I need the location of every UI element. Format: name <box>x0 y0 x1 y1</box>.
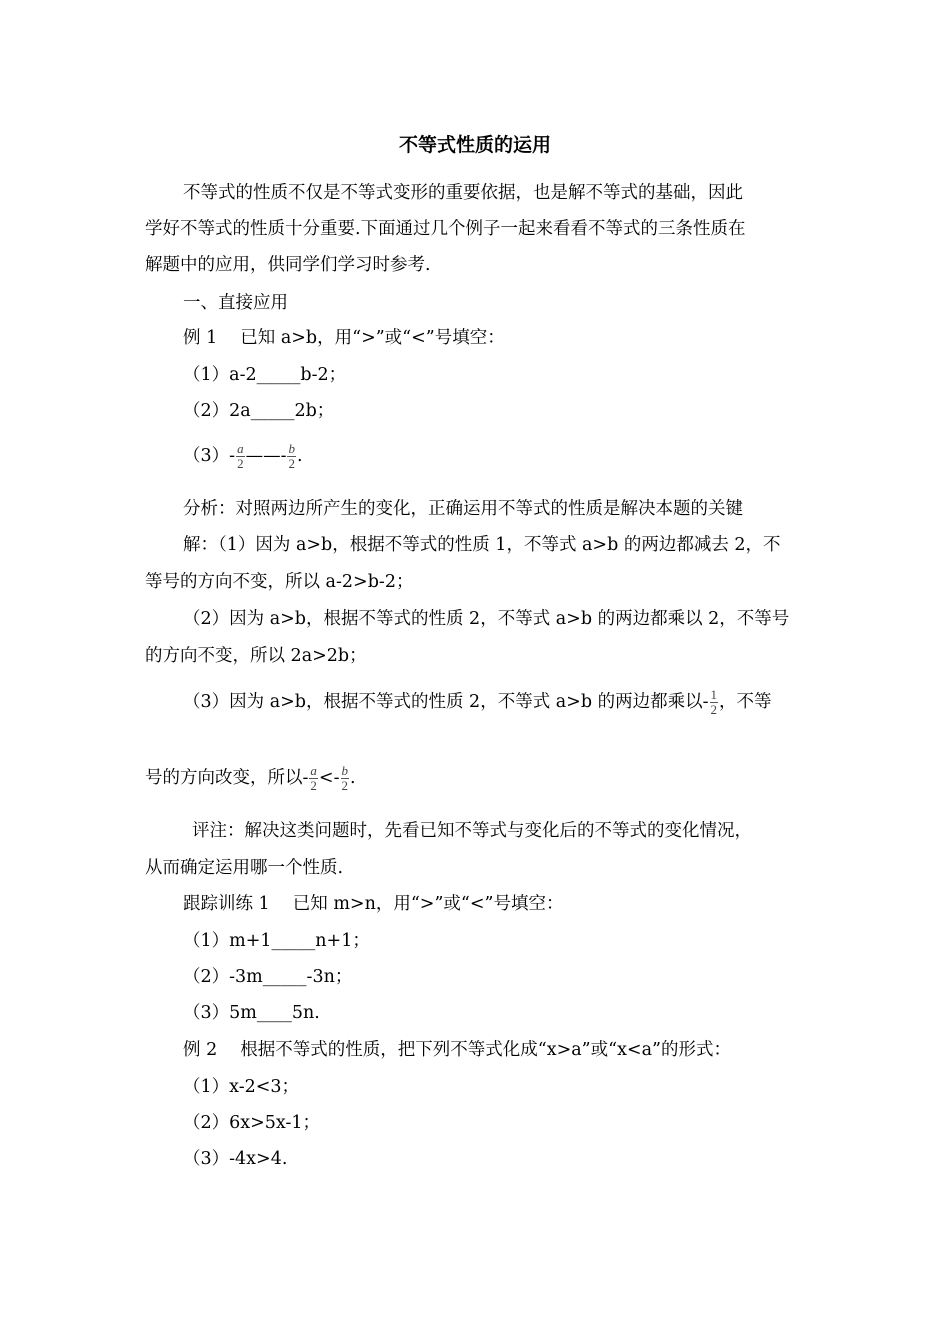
fraction-denominator: 2 <box>341 778 348 793</box>
solution-1-line-1: 解：（1）因为 a>b，根据不等式的性质 1，不等式 a>b 的两边都减去 2，不 <box>183 535 781 555</box>
comment-line-2: 从而确定运用哪一个性质. <box>145 858 344 878</box>
practice1-item-1: （1）m+1_____n+1； <box>183 931 370 951</box>
example2-item-3: （3）-4x>4. <box>183 1149 288 1169</box>
example2-item-1: （1）x-2<3； <box>183 1077 300 1097</box>
s3-suffix: ，不等 <box>719 692 772 712</box>
solution-3-line-1 <box>183 684 772 720</box>
intro-line-2: 学好不等式的性质十分重要.下面通过几个例子一起来看看不等式的三条性质在 <box>145 219 746 239</box>
fraction-b-over-2 <box>341 764 350 793</box>
item3-mid: ——- <box>245 446 287 466</box>
example2-prompt: 例 2 根据不等式的性质，把下列不等式化成“x>a”或“x<a”的形式： <box>183 1040 731 1060</box>
fraction-a-over-2 <box>309 764 318 793</box>
solution-2-line-2: 的方向不变，所以 2a>2b； <box>145 646 367 666</box>
fraction-denominator: 2 <box>310 778 317 793</box>
s3-line2-prefix: 号的方向改变，所以- <box>145 768 309 788</box>
fraction-numerator: b <box>341 763 348 778</box>
solution-2-line-1: （2）因为 a>b，根据不等式的性质 2，不等式 a>b 的两边都乘以 2，不等号 <box>183 609 790 629</box>
s3-line2-mid: <- <box>318 768 340 788</box>
example1-item-1: （1）a-2_____b-2； <box>183 365 347 385</box>
section-heading: 一、直接应用 <box>183 293 288 313</box>
fraction-b-over-2 <box>287 442 296 471</box>
s3-prefix: （3）因为 a>b，根据不等式的性质 2，不等式 a>b 的两边都乘以- <box>183 692 709 712</box>
fraction-numerator: b <box>288 441 295 456</box>
analysis-text: 分析：对照两边所产生的变化，正确运用不等式的性质是解决本题的关键 <box>183 499 743 519</box>
example1-item-2: （2）2a_____2b； <box>183 401 335 421</box>
practice1-item-2: （2）-3m_____-3n； <box>183 967 353 987</box>
fraction-1-over-2 <box>710 688 719 717</box>
intro-line-1: 不等式的性质不仅是不等式变形的重要依据，也是解不等式的基础，因此 <box>183 183 743 203</box>
intro-line-3: 解题中的应用，供同学们学习时参考. <box>145 255 431 275</box>
fraction-denominator: 2 <box>710 702 718 717</box>
comment-line-1: 评注：解决这类问题时，先看已知不等式与变化后的不等式的变化情况， <box>192 821 752 841</box>
item3-prefix: （3）- <box>183 446 236 466</box>
fraction-denominator: 2 <box>288 456 295 471</box>
example2-item-2: （2）6x>5x-1； <box>183 1113 321 1133</box>
example1-item-3 <box>183 438 303 474</box>
solution-1-line-2: 等号的方向不变，所以 a-2>b-2； <box>145 572 414 592</box>
practice1-item-3: （3）5m____5n. <box>183 1003 320 1023</box>
practice1-prompt: 跟踪训练 1 已知 m>n，用“>”或“<”号填空： <box>183 894 564 914</box>
fraction-denominator: 2 <box>237 456 244 471</box>
solution-3-line-2 <box>145 760 356 796</box>
item3-suffix: . <box>296 446 303 466</box>
s3-line2-suffix: . <box>350 768 356 788</box>
fraction-numerator: a <box>310 763 317 778</box>
fraction-numerator: a <box>237 441 244 456</box>
page-title: 不等式性质的运用 <box>398 134 551 156</box>
fraction-a-over-2 <box>236 442 245 471</box>
example1-prompt: 例 1 已知 a>b，用“>”或“<”号填空： <box>183 328 505 348</box>
fraction-numerator: 1 <box>710 687 718 702</box>
